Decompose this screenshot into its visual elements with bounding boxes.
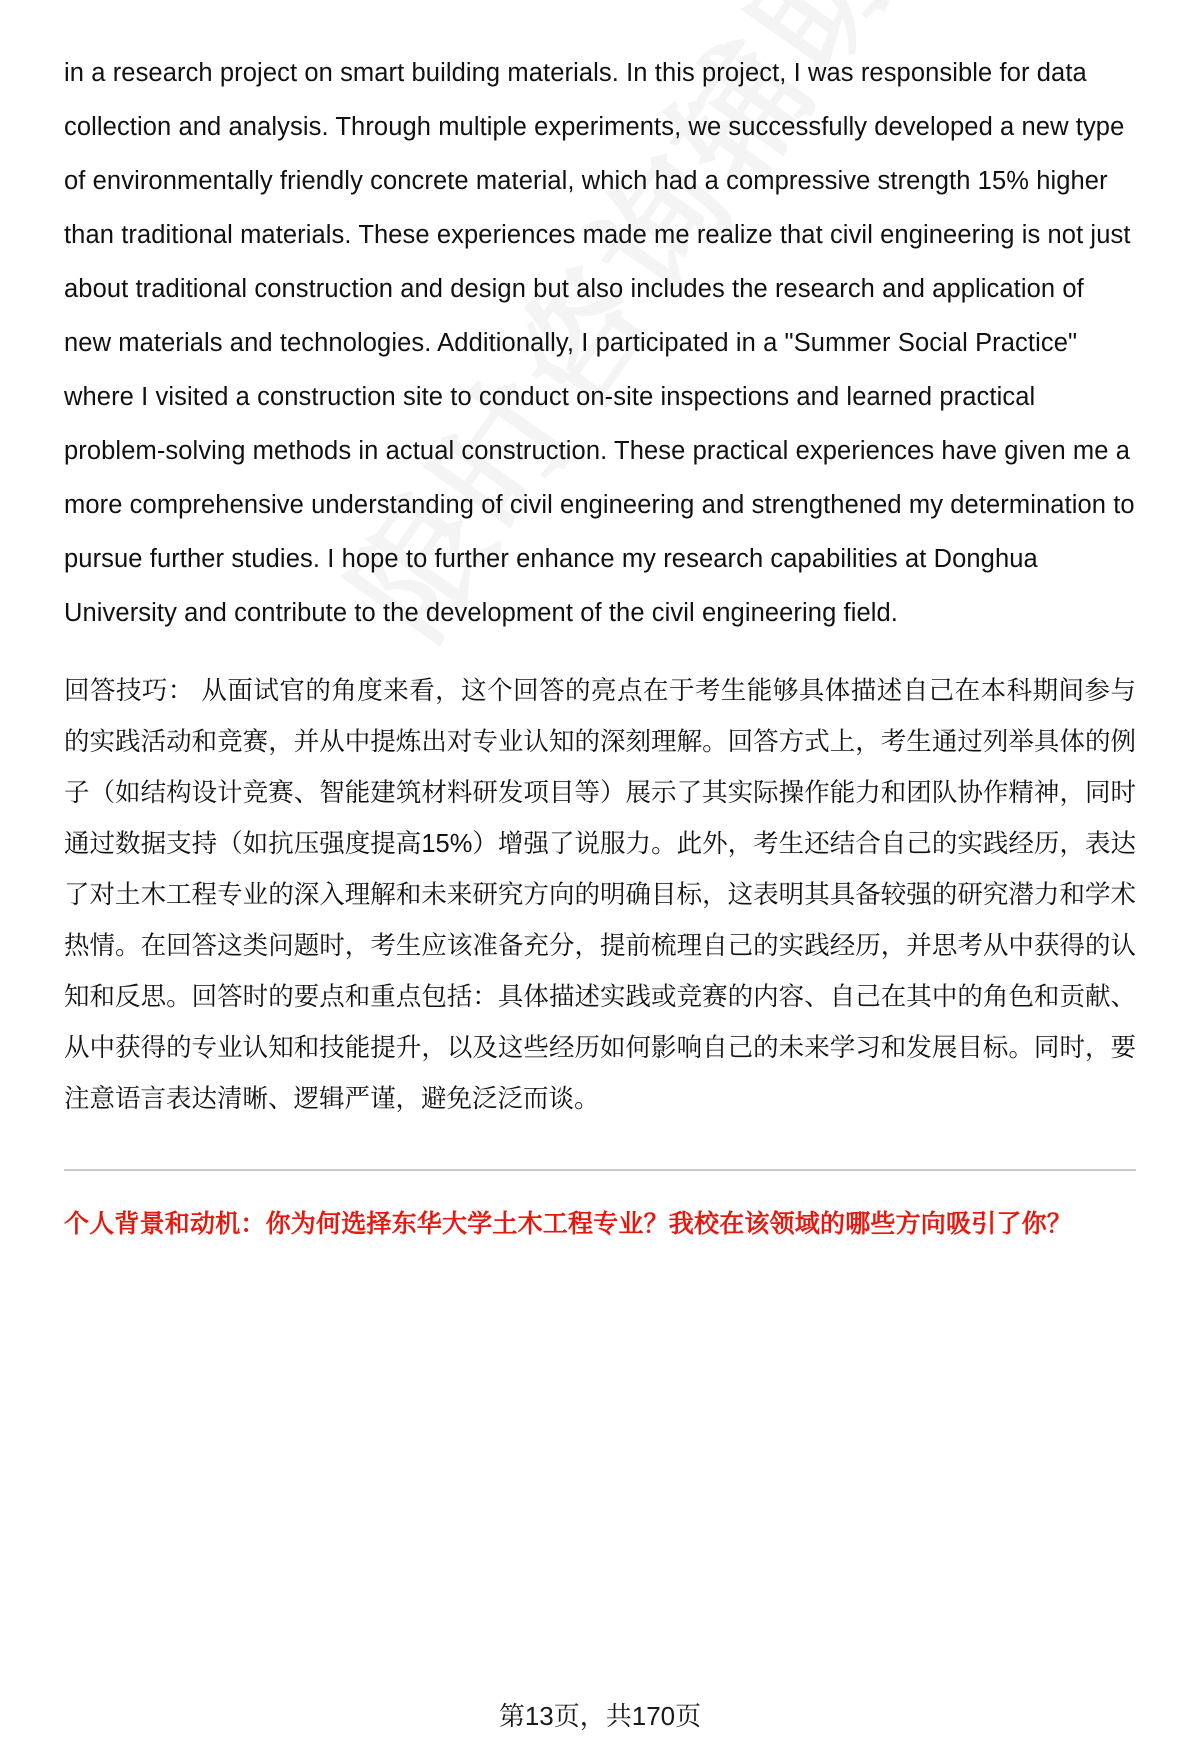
answer-paragraph-english: in a research project on smart building materials. In this project, I was responsible for data collection and analysis. Through multiple experiments, we successfully developed a new type of environmentally friendly concrete material, which had a compressive strength 15% higher than traditional materials. These experiences made me realize that civil engineering is not just about traditional construction and design but also includes the research and application of new materials and technologies. Additionally, I participated in a "Summer Social Practice" where I visited a construction site to conduct on-site inspections and learned practical problem-solving methods in actual construction. These practical experiences have given me a more comprehensive understanding of civil engineering and strengthened my determination to pursue further studies. I hope to further enhance my research capabilities at Donghua University and contribute to the development of the civil engineering field. — [64, 59, 1135, 627]
answer-tips-paragraph-chinese: 回答技巧： 从面试官的角度来看，这个回答的亮点在于考生能够具体描述自己在本科期间参与的实践活动和竞赛，并从中提炼出对专业认知的深刻理解。回答方式上，考生通过列举具体的例子（如结构设计竞赛、智能建筑材料研发项目等）展示了其实际操作能力和团队协作精神，同时通过数据支持（如抗压强度提高15%）增强了说服力。此外，考生还结合自己的实践经历，表达了对土木工程专业的深入理解和未来研究方向的明确目标，这表明其具备较强的研究潜力和学术热情。在回答这类问题时，考生应该准备充分，提前梳理自己的实践经历，并思考从中获得的认知和反思。回答时的要点和重点包括：具体描述实践或竞赛的内容、自己在其中的角色和贡献、从中获得的专业认知和技能提升，以及这些经历如何影响自己的未来学习和发展目标。同时，要注意语言表达清晰、逻辑严谨，避免泛泛而谈。 — [64, 677, 1136, 1113]
section-divider — [64, 1169, 1136, 1171]
next-question-heading: 个人背景和动机：你为何选择东华大学土木工程专业？我校在该领域的哪些方向吸引了你？ — [64, 1210, 1073, 1238]
page-footer: 第13页，共170页 — [498, 1701, 702, 1731]
